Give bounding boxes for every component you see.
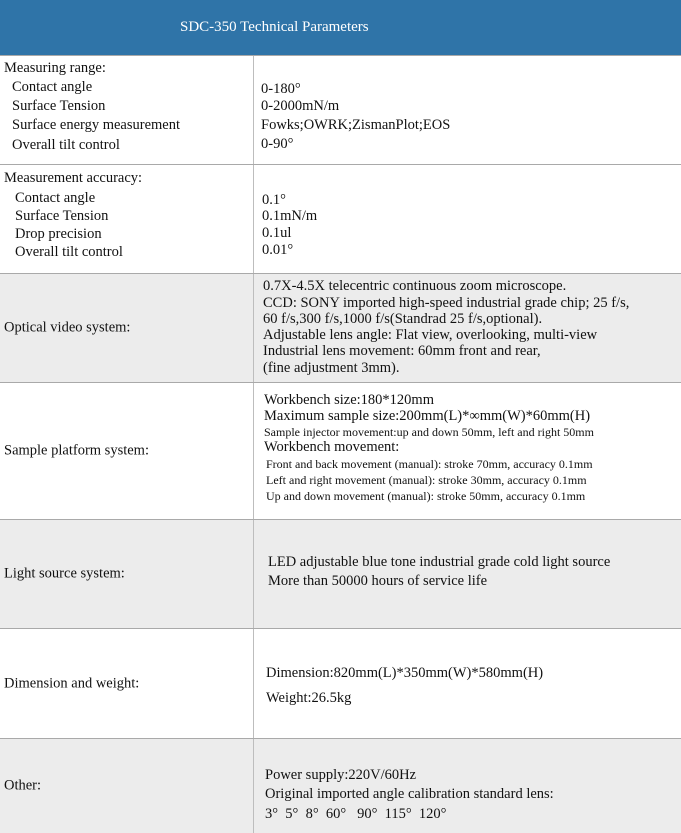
value-line: CCD: SONY imported high-speed industrial grade chip; 25 f/s, [263,295,630,311]
row-light-source-system [0,519,681,628]
row-label-text: Other: [4,777,42,794]
table-title: SDC-350 Technical Parameters [180,19,369,35]
value-line: (fine adjustment 3mm). [263,360,400,376]
value-line: 0-2000mN/m [261,98,340,114]
value-line: Adjustable lens angle: Flat view, overlooking, multi-view [263,327,598,343]
row-other [0,738,681,833]
value-line: 3° 5° 8° 60° 90° 115° 120° [265,806,447,822]
value-line: 0.1mN/m [262,208,318,224]
row-label [0,274,254,382]
row-label [0,56,254,164]
value-line: Industrial lens movement: 60mm front and rear, [263,343,541,359]
value-line: 0-180° [261,81,301,97]
row-value [254,739,681,833]
row-value [254,383,681,519]
table-header [0,0,681,55]
value-line: Original imported angle calibration standard lens: [265,786,554,802]
row-label-text: Sample platform system: [4,442,149,459]
row-label [0,165,254,273]
row-label-text: Optical video system: [4,319,131,336]
row-value [254,274,681,382]
group-title: Measuring range: [4,60,106,76]
row-optical-video-system [0,273,681,382]
sub-label: Contact angle [15,190,96,206]
value-line: 60 f/s,300 f/s,1000 f/s(Standrad 25 f/s,optional). [263,311,543,327]
value-line: 0.01° [262,242,294,258]
row-label [0,520,254,628]
value-line: 0.7X-4.5X telecentric continuous zoom microscope. [263,278,567,294]
value-line: Up and down movement (manual): stroke 50mm, accuracy 0.1mm [266,489,586,503]
value-line: 0-90° [261,136,294,152]
row-label [0,739,254,833]
row-label-text: Dimension and weight: [4,675,140,691]
row-value [254,629,681,738]
value-line: Workbench movement: [264,439,400,455]
value-line: Workbench size:180*120mm [264,392,434,408]
sub-label: Surface Tension [15,208,109,224]
sub-label: Surface energy measurement [12,117,181,133]
row-measurement-accuracy [0,164,681,273]
value-line: 0.1° [262,192,286,208]
value-line: Left and right movement (manual): stroke 30mm, accuracy 0.1mm [266,473,587,487]
row-value [254,56,681,164]
value-line: Sample injector movement:up and down 50mm, left and right 50mm [264,425,594,439]
row-label-text: Light source system: [4,565,125,582]
sub-label: Contact angle [12,79,93,95]
value-line: Front and back movement (manual): stroke 70mm, accuracy 0.1mm [266,457,593,471]
value-line: Maximum sample size:200mm(L)*∞mm(W)*60mm(H) [264,408,591,424]
row-dimension-and-weight [0,628,681,738]
value-line: LED adjustable blue tone industrial grade cold light source [268,554,611,570]
row-measuring-range [0,55,681,164]
value-line: More than 50000 hours of service life [268,573,488,589]
sub-label: Overall tilt control [15,244,123,260]
row-value [254,165,681,273]
row-sample-platform-system [0,382,681,519]
value-line: Dimension:820mm(L)*350mm(W)*580mm(H) [266,665,544,681]
value-line: Weight:26.5kg [266,690,352,706]
group-title: Measurement accuracy: [4,170,143,186]
sub-label: Drop precision [15,226,102,242]
row-label [0,383,254,519]
row-value [254,520,681,628]
sub-label: Overall tilt control [12,137,120,153]
value-line: 0.1ul [262,225,292,241]
value-line: Fowks;OWRK;ZismanPlot;EOS [261,117,451,133]
sub-label: Surface Tension [12,98,106,114]
value-line: Power supply:220V/60Hz [265,767,417,783]
row-label [0,629,254,738]
